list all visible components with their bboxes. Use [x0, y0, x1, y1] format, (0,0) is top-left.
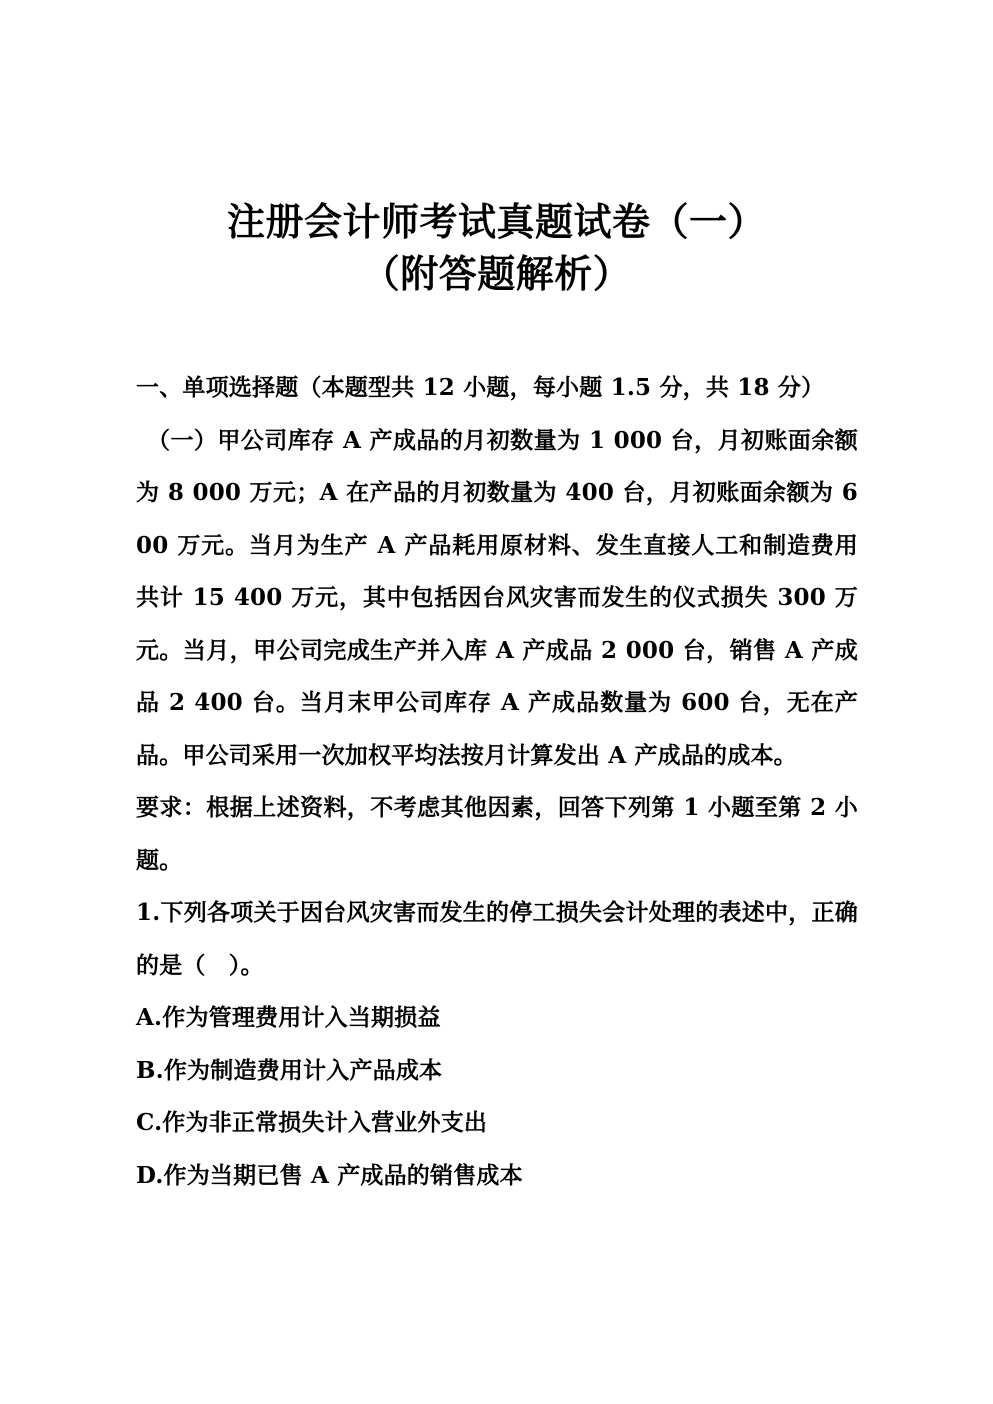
requirement-paragraph: 要求：根据上述资料，不考虑其他因素，回答下列第 1 小题至第 2 小题。 [136, 794, 858, 874]
document-body [136, 362, 858, 1202]
question-1-option-a[interactable]: A.作为管理费用计入当期损益 [136, 1004, 441, 1031]
section-heading-single-choice: 一、单项选择题（本题型共 12 小题，每小题 1.5 分，共 18 分） [136, 374, 825, 401]
question-1-option-c[interactable]: C.作为非正常损失计入营业外支出 [136, 1109, 488, 1136]
question-1-option-b[interactable]: B.作为制造费用计入产品成本 [136, 1056, 443, 1084]
document-title-line-1: 注册会计师考试真题试卷（一） [226, 200, 766, 244]
scenario-paragraph: （一）甲公司库存 A 产成品的月初数量为 1 000 台，月初账面余额为 8 000 万元；A 在产品的月初数量为 400 台，月初账面余额为 600 万元。当月为生产 A 产品耗用原材料、发生直接人工和制造费用共计 15 400 万元，其中包括因台风灾害而发生的仪式损失 300 万元。当月，甲公司完成生产并入库 A 产成品 2 000 台，销售 A 产成品 2 400 台。当月末甲公司库存 A 产成品数量为 600 台，无在产品。甲公司采用一次加权平均法按月计算发出 A 产成品的成本。 [136, 426, 858, 769]
question-1-option-d[interactable]: D.作为当期已售 A 产成品的销售成本 [136, 1161, 523, 1189]
document-title-block [0, 196, 993, 300]
document-title-line-2: （附答题解析） [361, 252, 632, 296]
question-1-stem: 1.下列各项关于因台风灾害而发生的停工损失会计处理的表述中，正确的是（ ）。 [136, 899, 858, 979]
